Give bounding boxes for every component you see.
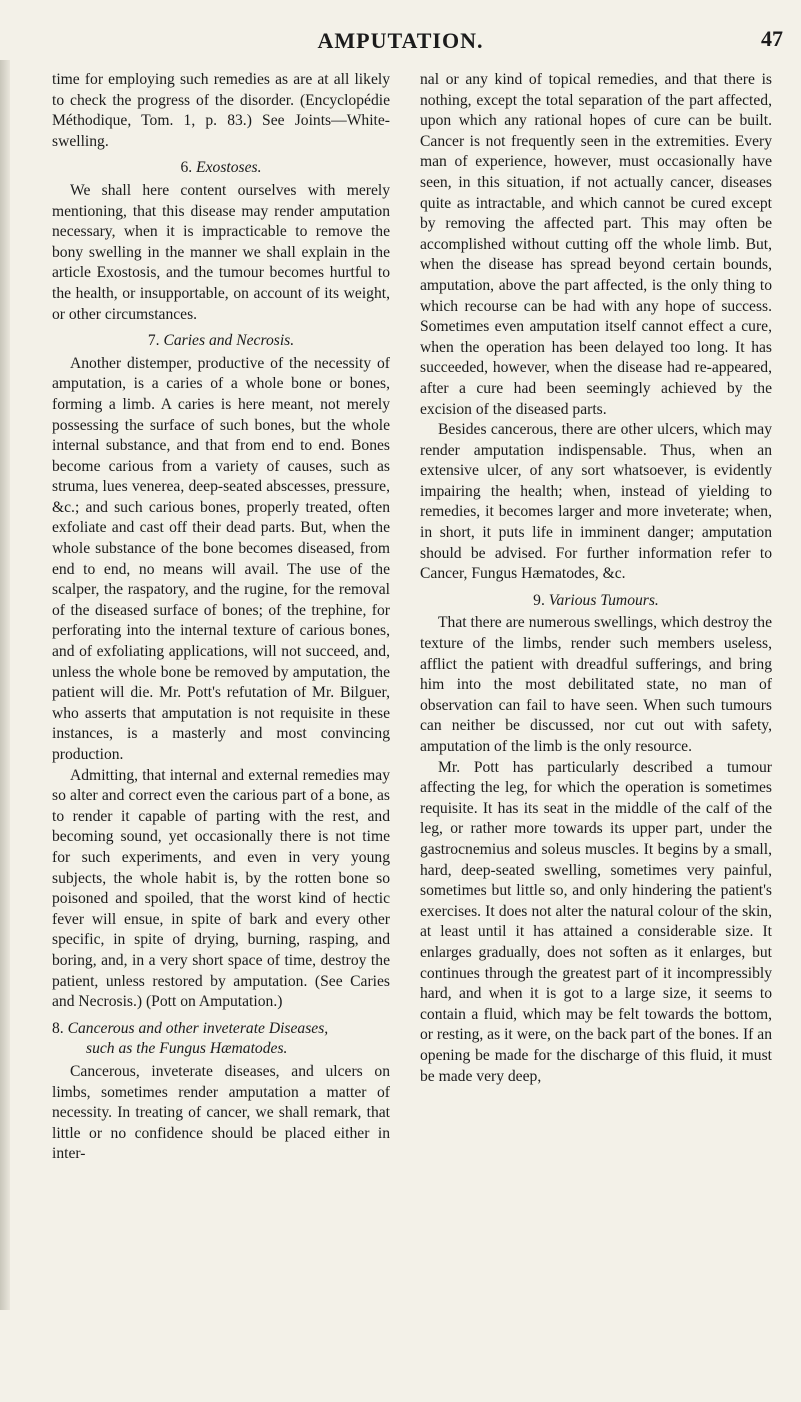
running-title: AMPUTATION. xyxy=(317,28,484,53)
section-title: Caries and Necrosis. xyxy=(163,332,295,350)
section-heading-exostoses xyxy=(52,158,390,179)
section-heading-tumours xyxy=(420,591,772,612)
running-head xyxy=(0,22,801,62)
paragraph-caries-1: Another distemper, productive of the necessity of amputation, is a caries of a whole bone or bones, forming a limb. A caries is here meant, not merely possessing the surface of such bones, but the whole internal substance, and that from end to end. Bones become carious from a variety of causes, such as struma, lues venerea, deep-seated abscesses, pressure, &c.; and such carious bones, properly treated, often exfoliate and cast off their dead parts. But, when the whole substance of the bone becomes diseased, from end to end, no means will avail. The use of the scalper, the raspatory, and the rugine, for the removal of the diseased surface of bones; of the trephine, for perforating into the internal texture of carious bones, and of exfoliating applications, will not succeed, and, unless the whole bone be removed by amputation, the patient will die. Mr. Pott's refutation of Mr. Bilguer, who asserts that amputation is not requisite in these instances, is a masterly and most convincing production. xyxy=(52,354,390,763)
paragraph-exostoses: We shall here content ourselves with merely mentioning, that this disease may render amputation necessary, when it is impracticable to remove the bony swelling in the manner we shall explain in the article Exostosis, and the tumour becomes hurtful to the health, or insupportable, on account of its weight, or other circumstances. xyxy=(52,181,390,323)
binding-gutter-shadow xyxy=(0,60,10,1310)
paragraph-cancerous-continuation: nal or any kind of topical remedies, and that there is nothing, except the total separation of the part affected, upon which any rational hopes of cure can be built. Cancer is not frequently seen in the extremities. Every man of experience, however, must occasionally have seen, in this situation, if not actually cancer, diseases quite as intractable, and which cannot be cured except by removing the affected part. This may often be accomplished without cutting off the whole limb. But, when the disease has spread beyond certain bounds, amputation, above the part affected, is the only thing to which recourse can be had with any hope of success. Sometimes even amputation itself cannot effect a cure, when the operation has been delayed too long. It has succeeded, however, when the disease had re-appeared, after a cure had been seemingly achieved by the excision of the diseased parts. xyxy=(420,71,772,418)
paragraph-intro-continuation: time for employing such remedies as are at all likely to check the progress of the disorder. (Encyclopédie Méthodique, Tom. 1, p. 83.) See Joints—White-swelling. xyxy=(52,71,390,150)
section-number: 8. xyxy=(52,1019,64,1037)
section-title: Various Tumours. xyxy=(548,591,659,609)
section-number: 9. xyxy=(533,591,545,609)
section-subtitle: such as the Fungus Hæmatodes. xyxy=(86,1040,288,1058)
section-heading-cancerous xyxy=(52,1019,390,1060)
section-number: 6. xyxy=(180,159,193,177)
left-column xyxy=(52,70,390,1165)
section-number: 7. xyxy=(147,332,160,350)
paragraph-tumours-1: That there are numerous swellings, which destroy the texture of the limbs, render such members useless, afflict the patient with dreadful sufferings, and bring him into the most debilitated state, no man of observation can fail to have seen. When such tumours can neither be discussed, nor cut out with safety, amputation of the limb is the only resource. xyxy=(420,614,772,755)
paragraph-tumours-2: Mr. Pott has particularly described a tumour affecting the leg, for which the operation is sometimes requisite. It has its seat in the middle of the calf of the leg, or rather more towards its upper part, under the gastrocnemius and soleus muscles. It begins by a small, hard, deep-seated swelling, sometimes very painful, sometimes but little so, and only hindering the patient's exercises. It does not alter the natural colour of the skin, at least until it has attained a considerable size. It enlarges gradually, does not soften as it enlarges, but continues through the greatest part of it incompressibly hard, and when it is got to a large size, it seems to contain a fluid, which may be felt towards the bottom, or resting, as it were, on the back part of the bones. If an opening be made for the discharge of this fluid, it must be made very deep, xyxy=(420,758,772,1085)
right-column xyxy=(420,70,772,1087)
section-title: Exostoses. xyxy=(196,159,262,177)
paragraph-cancerous-1: Cancerous, inveterate diseases, and ulcers on limbs, sometimes render amputation a matter of necessity. In treating of cancer, we shall remark, that little or no confidence should be placed either in inter- xyxy=(52,1062,390,1163)
paragraph-caries-2: Admitting, that internal and external remedies may so alter and correct even the carious part of a bone, as to render it capable of parting with the rest, and becoming sound, yet occasionally there is not time for such experiments, and even in very young subjects, the whole habit is, by the rotten bone so poisoned and spoiled, that the worst kind of hectic fever will ensue, in spite of bark and every other specific, in spite of drying, burning, rasping, and boring, and, in a very short space of time, destroy the patient, unless restored by amputation. (See Caries and Necrosis.) (Pott on Amputation.) xyxy=(52,766,390,1011)
paragraph-other-ulcers: Besides cancerous, there are other ulcers, which may render amputation indispensable. Thus, when an extensive ulcer, of any sort whatsoever, is evidently impairing the health; when, instead of yielding to remedies, it becomes larger and more inveterate; when, in short, it puts life in imminent danger; amputation should be advised. For further information refer to Cancer, Fungus Hæmatodes, &c. xyxy=(420,421,772,583)
section-heading-caries xyxy=(52,331,390,352)
section-title: Cancerous and other inveterate Diseases, xyxy=(67,1019,329,1037)
page-number: 47 xyxy=(761,26,783,51)
